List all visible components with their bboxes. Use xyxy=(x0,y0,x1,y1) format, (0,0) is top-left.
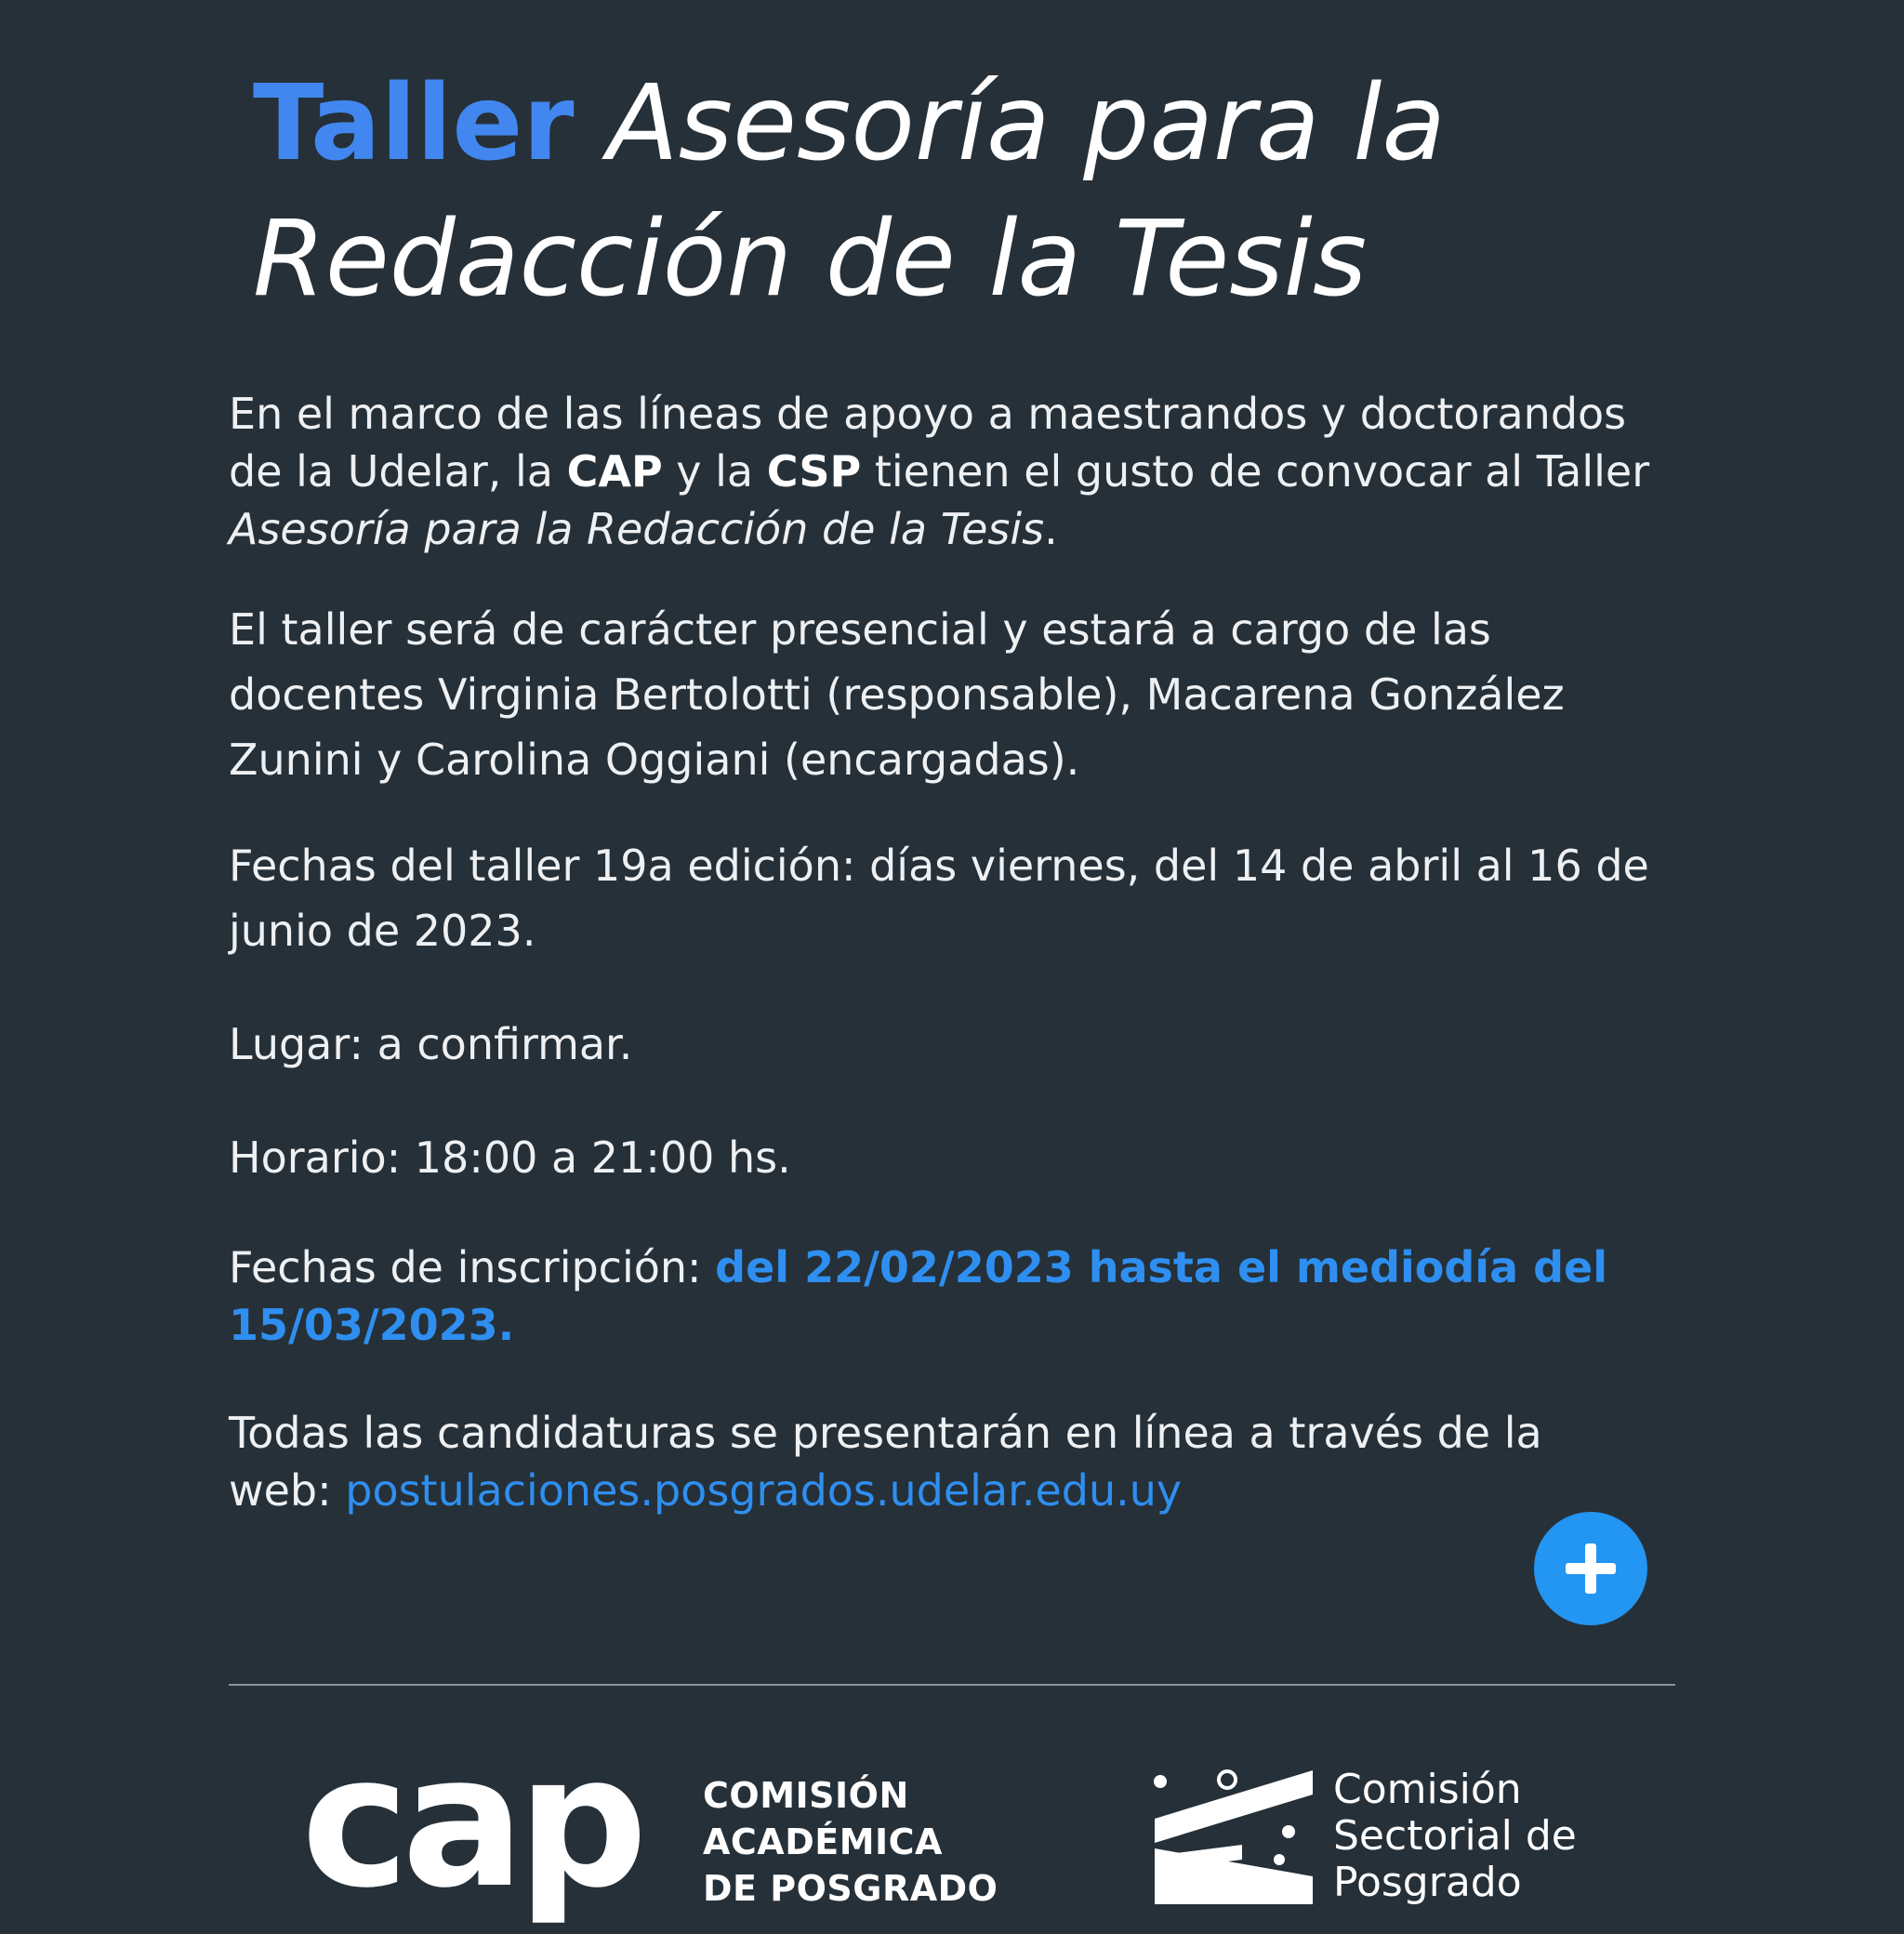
page-title xyxy=(253,56,1647,327)
cap-logo-line1: COMISIÓN xyxy=(703,1775,909,1816)
csp-logo xyxy=(1149,1767,1614,1904)
course-name: Asesoría para la Redacción de la Tesis xyxy=(229,504,1045,554)
teachers-paragraph: El taller será de carácter presencial y estará a cargo de las docentes Virginia Bertolotti (responsable), Macarena González Zunini y Carolina Oggiani (encargadas). xyxy=(229,604,1565,785)
csp-logo-icon xyxy=(1149,1767,1318,1904)
cap-acronym: CAP xyxy=(566,446,663,497)
csp-acronym: CSP xyxy=(766,446,862,497)
cap-logo-text xyxy=(703,1772,998,1912)
applications-link[interactable]: postulaciones.posgrados.udelar.edu.uy xyxy=(345,1465,1183,1516)
cap-logo xyxy=(301,1711,1008,1928)
intro-text-3: tienen el gusto de convocar al Taller xyxy=(861,446,1650,497)
intro-text-2: y la xyxy=(662,446,767,497)
plus-icon[interactable] xyxy=(1534,1512,1647,1625)
title-accent: Taller xyxy=(253,63,575,184)
intro-paragraph xyxy=(229,385,1651,558)
csp-logo-line1: Comisión xyxy=(1333,1766,1522,1813)
title-italic-line2: Redacción de la Tesis xyxy=(253,199,1368,320)
cap-logo-line2: ACADÉMICA xyxy=(703,1821,943,1862)
schedule-paragraph: Horario: 18:00 a 21:00 hs. xyxy=(229,1133,791,1183)
place-paragraph: Lugar: a confirmar. xyxy=(229,1019,633,1069)
footer-divider xyxy=(229,1684,1675,1686)
enrollment-dates: del 22/02/2023 hasta el mediodía del 15/03/2023. xyxy=(229,1242,1608,1350)
cap-logo-line3: DE POSGRADO xyxy=(703,1868,998,1909)
dates-paragraph: Fechas del taller 19a edición: días viernes, del 14 de abril al 16 de junio de 2023. xyxy=(229,841,1649,956)
intro-text-1: En el marco de las líneas de apoyo a maestrandos y doctorandos de la Udelar, la xyxy=(229,389,1627,497)
csp-logo-line3: Posgrado xyxy=(1333,1859,1522,1906)
applications-paragraph xyxy=(229,1404,1651,1519)
enrollment-label: Fechas de inscripción: xyxy=(229,1242,716,1292)
enrollment-paragraph xyxy=(229,1239,1651,1354)
title-italic-line1: Asesoría para la xyxy=(607,63,1447,184)
csp-logo-text xyxy=(1333,1767,1577,1906)
applications-text: Todas las candidaturas se presentarán en línea a través de la web: xyxy=(229,1408,1542,1516)
announcement-body xyxy=(229,385,1651,1519)
intro-text-4: . xyxy=(1044,504,1058,554)
cap-logo-mark: cap xyxy=(301,1716,641,1928)
csp-logo-line2: Sectorial de xyxy=(1333,1812,1577,1860)
